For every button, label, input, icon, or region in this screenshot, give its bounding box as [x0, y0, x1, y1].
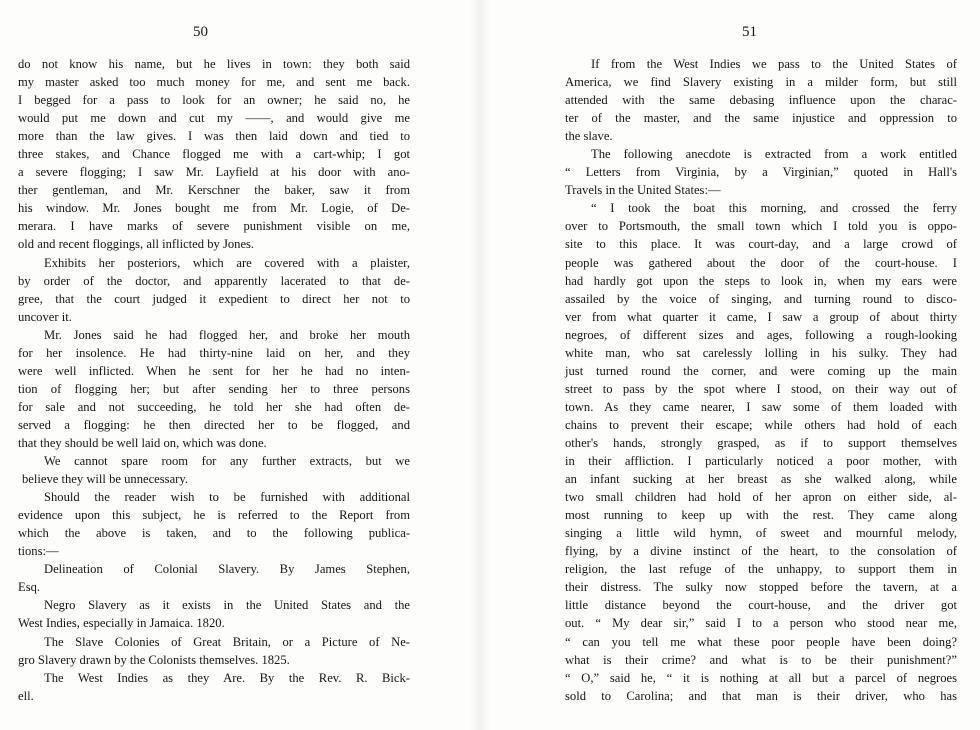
text-line: attended with the same debasing influence upon the charac-	[565, 93, 957, 108]
text-line: for sale and not succeeding, he told her she had often de-	[18, 399, 410, 414]
left-page	[0, 0, 470, 730]
text-line: white man, who sat carelessly lolling in his sulky. They had	[565, 345, 957, 360]
text-line: more than the law gives. I was then laid down and tied to	[18, 129, 410, 144]
text-line: had hardly got upon the steps to look in, when my ears were	[565, 273, 957, 288]
text-line: which the above is taken, and to the following publica-	[18, 526, 410, 541]
text-line: uncover it.	[18, 309, 72, 324]
text-line: assailed by the voice of singing, and turning round to disco-	[565, 291, 957, 306]
text-line: most running to keep up with the rest. They came along	[565, 508, 957, 523]
text-line: three stakes, and Chance flogged me with a cart-whip; I got	[18, 147, 410, 162]
text-line: that they should be well laid on, which was done.	[18, 435, 267, 450]
text-line: gro Slavery drawn by the Colonists themselves. 1825.	[18, 652, 290, 667]
text-line: “ O,” said he, “ it is nothing at all but a parcel of negroes	[565, 670, 957, 685]
text-line: do not know his name, but he lives in town: they both said	[18, 57, 410, 71]
text-line: believe they will be unnecessary.	[22, 472, 188, 487]
text-line: Exhibits her posteriors, which are covered with a plaister,	[44, 255, 410, 270]
text-line: the slave.	[565, 129, 613, 144]
text-line: little distance beyond the court-house, and the driver got	[565, 598, 957, 613]
text-line: people was gathered about the door of the court-house. I	[565, 255, 957, 270]
text-line: town. As they came nearer, I saw some of them loaded with	[565, 399, 957, 414]
text-line: served a flogging: he then directed her to be flogged, and	[18, 417, 410, 432]
text-line: Travels in the United States:—	[565, 183, 721, 198]
text-line: in their affliction. I particularly noticed a poor mother, with	[565, 454, 957, 469]
text-line: “ Letters from Virginia, by a Virginian,” quoted in Hall's	[565, 165, 957, 180]
text-line: I begged for a pass to look for an owner; he said no, he	[18, 93, 410, 108]
text-line: religion, the last refuge of the unhappy, to support them in	[565, 562, 957, 577]
text-line: We cannot spare room for any further extracts, but we	[44, 454, 410, 469]
text-line: negroes, of different sizes and ages, following a rough-looking	[565, 327, 957, 342]
text-line: tions:—	[18, 544, 59, 559]
text-line: chains to prevent their escape; while others had hold of each	[565, 417, 957, 432]
text-line: street to pass by the spot where I stood, on their way out of	[565, 381, 957, 396]
text-line: The Slave Colonies of Great Britain, or a Picture of Ne-	[44, 634, 410, 649]
text-line: a severe flogging; I saw Mr. Layfield at his door with ano-	[18, 165, 410, 180]
text-line: by order of the doctor, and apparently lacerated to that de-	[18, 273, 410, 288]
text-line: his window. Mr. Jones bought me from Mr. Logie, of De-	[18, 201, 410, 216]
page-number: 50	[193, 24, 208, 40]
text-line: West Indies, especially in Jamaica. 1820.	[18, 616, 225, 631]
text-line: singing a little wild hymn, of sweet and mournful melody,	[565, 526, 957, 541]
text-line: out. “ My dear sir,” said I to a person who stood near me,	[565, 616, 957, 631]
text-line: gree, that the court judged it expedient to direct her not to	[18, 291, 410, 306]
text-line: Delineation of Colonial Slavery. By James Stephen,	[44, 562, 410, 577]
text-line: Mr. Jones said he had flogged her, and broke her mouth	[44, 327, 410, 342]
text-line: an infant sucking at her breast as she walked along, while	[565, 472, 957, 487]
text-line: ter of the master, and the same injustice and oppression to	[565, 111, 957, 126]
book-gutter	[470, 0, 490, 730]
text-line: Should the reader wish to be furnished with additional	[44, 490, 410, 505]
text-line: just turned round the corner, and were coming up the main	[565, 363, 957, 378]
text-line: ell.	[18, 688, 34, 703]
page-number: 51	[742, 24, 757, 40]
text-line: ver from what quarter it came, I saw a group of about thirty	[565, 309, 957, 324]
text-line: other's hands, strongly grasped, as if to support themselves	[565, 435, 957, 450]
text-line: my master asked too much money for me, and sent me back.	[18, 75, 410, 90]
text-line: flying, by a divine instinct of the heart, to the consolation of	[565, 544, 957, 559]
text-line: evidence upon this subject, he is referred to the Report from	[18, 508, 410, 523]
text-line: ther gentleman, and Mr. Kerschner the baker, saw it from	[18, 183, 410, 198]
text-line: “ I took the boat this morning, and crossed the ferry	[591, 201, 957, 216]
text-line: were well inflicted. When he sent for her he had no inten-	[18, 363, 410, 378]
text-line: over to Portsmouth, the small town which I told you is oppo-	[565, 219, 957, 234]
text-line: The following anecdote is extracted from a work entitled	[591, 147, 957, 162]
text-line: The West Indies as they Are. By the Rev. R. Bick-	[44, 670, 410, 685]
text-line: Negro Slavery as it exists in the United States and the	[44, 598, 410, 613]
text-line: “ can you tell me what these poor people have been doing?	[565, 634, 957, 649]
text-line: for her insolence. He had thirty-nine laid on her, and they	[18, 345, 410, 360]
text-line: merara. I have marks of severe punishment visible on me,	[18, 219, 410, 234]
text-line: their distress. The sulky now stopped before the tavern, at a	[565, 580, 957, 595]
page-text	[565, 55, 957, 705]
right-page	[490, 0, 980, 730]
text-line: If from the West Indies we pass to the United States of	[591, 57, 957, 71]
text-line: America, we find Slavery existing in a milder form, but still	[565, 75, 957, 90]
text-line: old and recent floggings, all inflicted by Jones.	[18, 237, 255, 252]
text-line: would put me down and cut my ——, and would give me	[18, 111, 410, 126]
text-line: what is their crime? and what is to be their punishment?”	[565, 652, 957, 667]
text-line: site to this place. It was court-day, and a large crowd of	[565, 237, 957, 252]
text-line: two small children had hold of her apron on either side, al-	[565, 490, 957, 505]
text-line: Esq.	[18, 580, 41, 595]
page-text	[18, 55, 410, 705]
text-line: sold to Carolina; and that man is their driver, who has	[565, 688, 957, 703]
text-line: tion of flogging her; but after sending her to three persons	[18, 381, 410, 396]
